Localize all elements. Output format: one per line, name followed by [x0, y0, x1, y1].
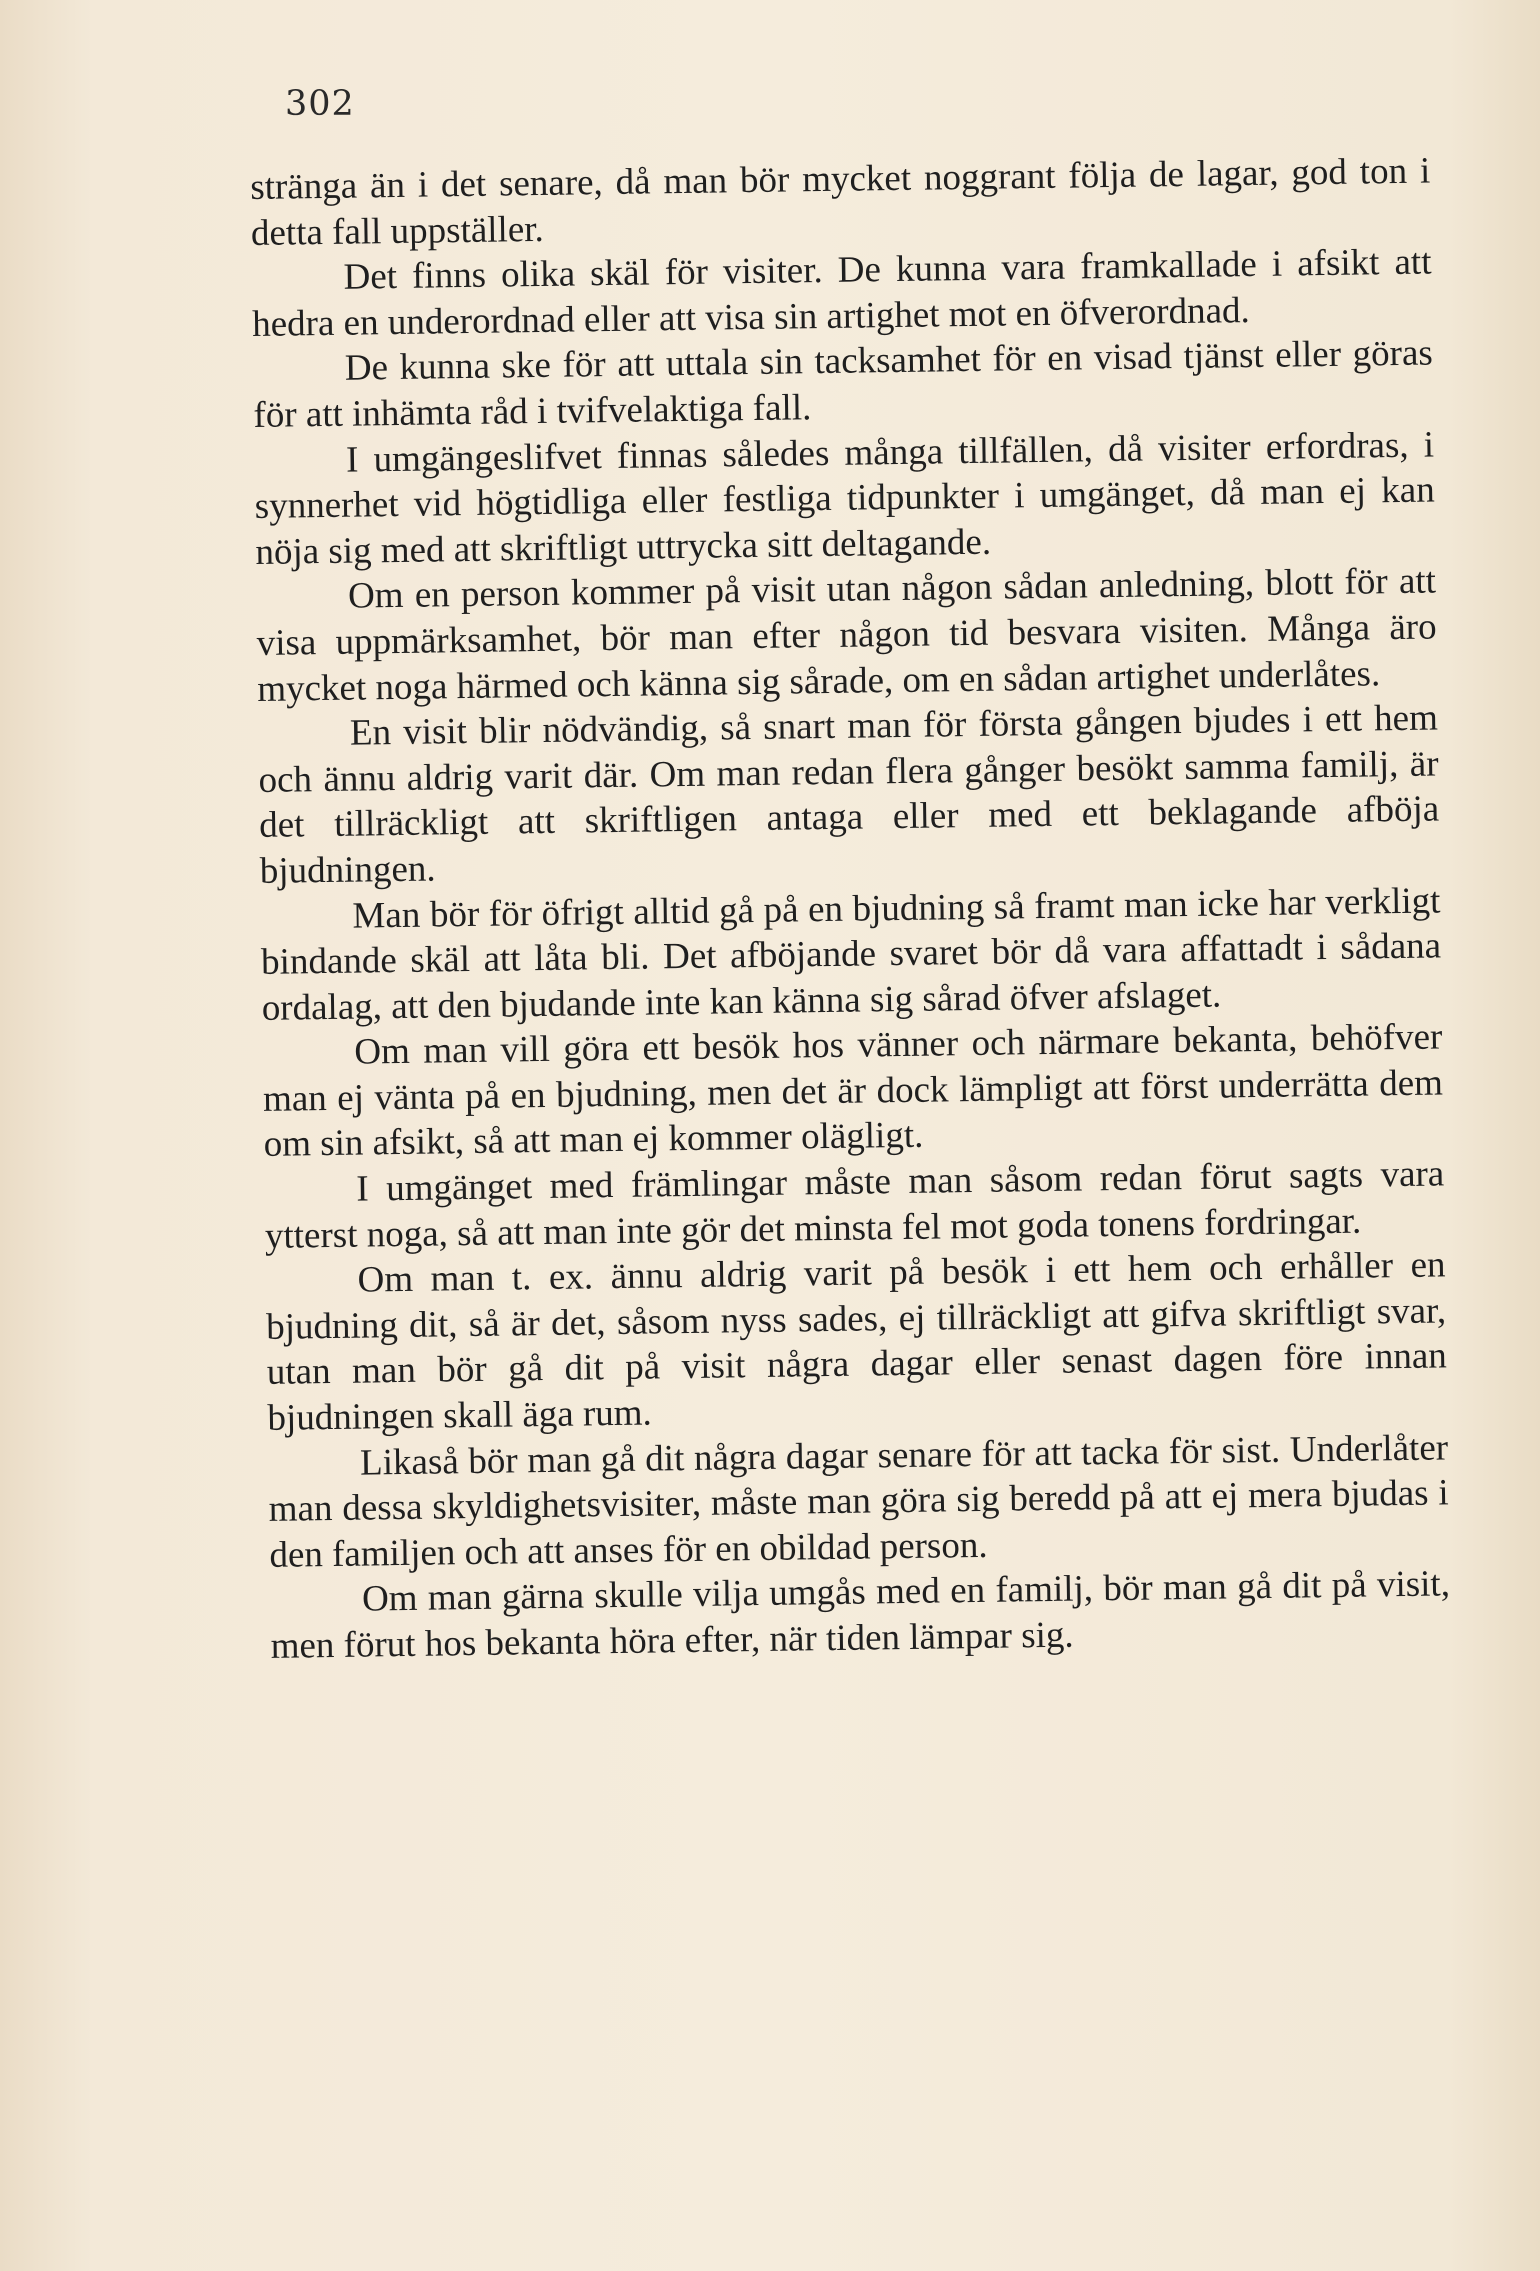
paragraph: Om man vill göra ett besök hos vänner och närmare bekanta, behöfver man ej vänta på en bjudning, men det är dock lämpligt att först underrätta dem om sin afsikt, så att man ej kommer olägligt.: [262, 1016, 1444, 1166]
body-text: [250, 149, 1451, 1670]
paragraph: I umgängeslifvet finnas således många tillfällen, då visiter erfordras, i synnerhet vid högtidliga eller festliga tidpunkter i umgänget, då man ej kan nöja sig med att skriftligt uttrycka sitt deltagande.: [254, 424, 1435, 573]
page-number: 302: [285, 84, 355, 124]
paragraph: I umgänget med främlingar måste man såsom redan förut sagts vara ytterst noga, så att man inte gör det minsta fel mot goda tonens fordringar.: [264, 1153, 1445, 1257]
paragraph: Man bör för öfrigt alltid gå på en bjudning så framt man icke har verkligt bindande skäl att låta bli. Det afböjande svaret bör då vara affattadt i sådana ordalag, att den bjudande inte kan känna sig sårad öfver afslaget.: [260, 879, 1442, 1029]
paragraph: Om man gärna skulle vilja umgås med en familj, bör man gå dit på visit, men förut hos bekanta höra efter, när tiden lämpar sig.: [270, 1563, 1451, 1667]
paragraph: De kunna ske för att uttala sin tacksamhet för en visad tjänst eller göras för att inhämta råd i tvifvelaktiga fall.: [253, 332, 1434, 436]
paragraph: Om en person kommer på visit utan någon sådan anledning, blott för att visa uppmärksamhet, bör man efter någon tid besvara visiten. Många äro mycket noga härmed och känna sig sårade, om en sådan artighet underlåtes.: [256, 560, 1437, 710]
paragraph: Om man t. ex. ännu aldrig varit på besök i ett hem och erhåller en bjudning dit, så är det, såsom nyss sades, ej tillräckligt att gifva skriftligt svar, utan man bör gå dit på visit några dagar eller senast dagen före innan bjudningen skall äga rum.: [265, 1244, 1448, 1439]
paragraph: En visit blir nödvändig, så snart man för första gången bjudes i ett hem och ännu aldrig varit där. Om man redan flera gånger besökt samma familj, är det tillräckligt att skriftligen antaga eller med ett beklagande afböja bjudningen.: [258, 697, 1440, 892]
paragraph: stränga än i det senare, då man bör mycket noggrant följa de lagar, god ton i detta fall uppställer.: [250, 150, 1431, 254]
paragraph: Likaså bör man gå dit några dagar senare för att tacka för sist. Underlåter man dessa skyldighetsvisiter, måste man göra sig beredd på att ej mera bjudas i den familjen och att anses för en obildad person.: [268, 1427, 1449, 1576]
paragraph: Det finns olika skäl för visiter. De kunna vara framkallade i afsikt att hedra en underordnad eller att visa sin artighet mot en öfverordnad.: [251, 241, 1432, 345]
